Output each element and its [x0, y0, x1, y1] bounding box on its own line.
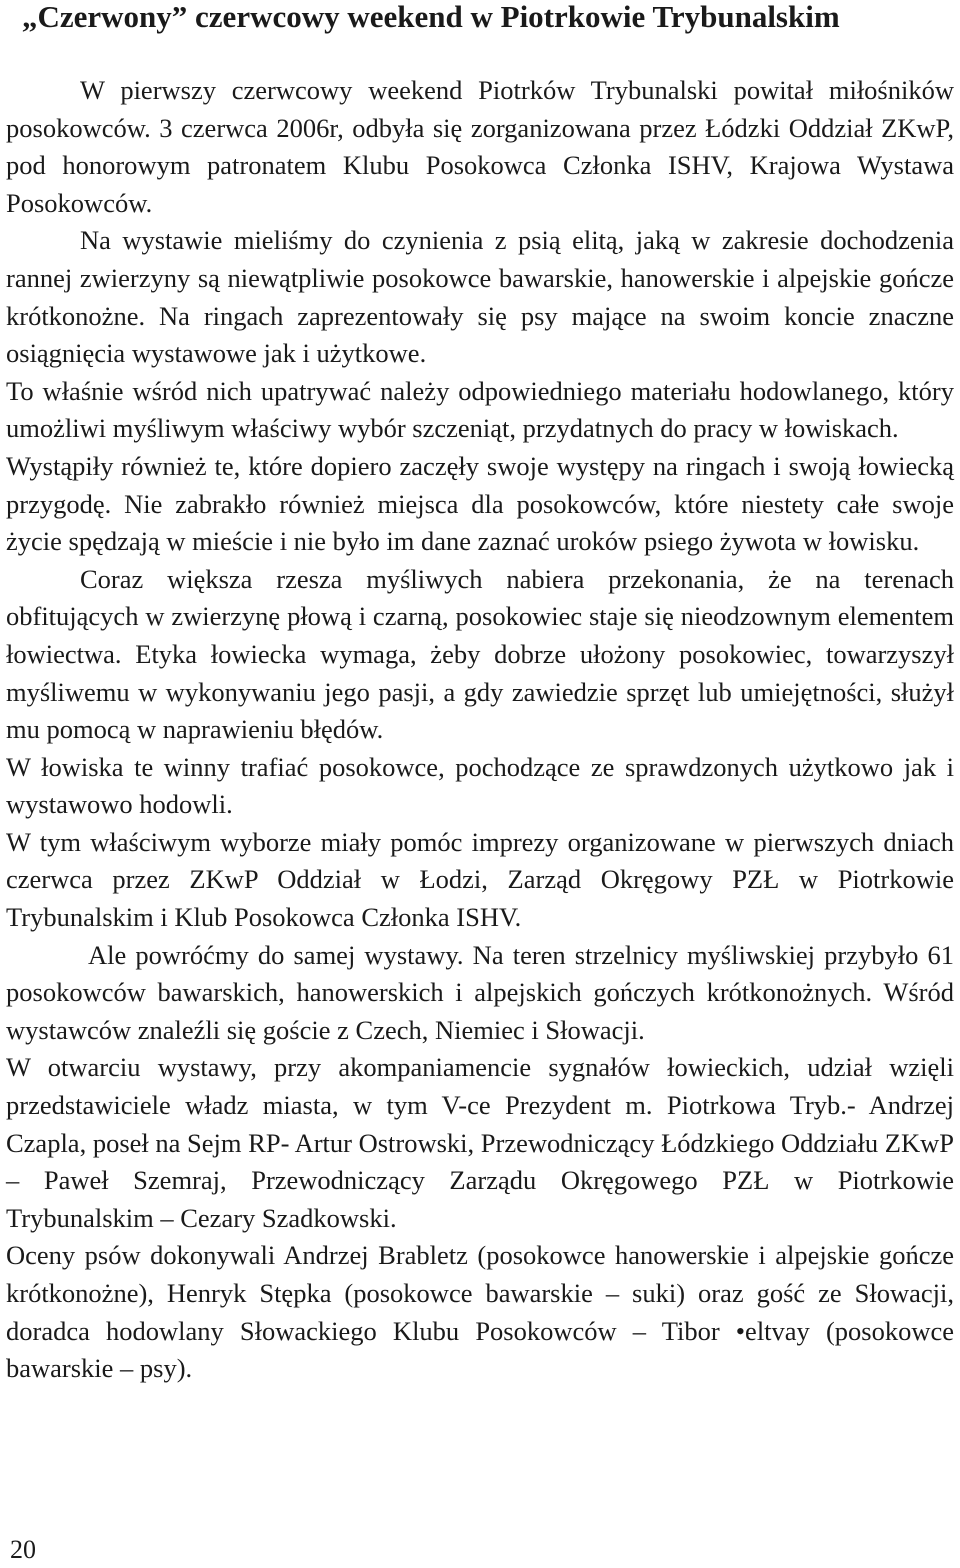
article-title: „Czerwony” czerwcowy weekend w Piotrkowie Trybunalskim — [22, 0, 840, 34]
paragraph-intro: W pierwszy czerwcowy weekend Piotrków Trybunalski powitał miłośników posokowców. 3 czerwca 2006r, odbyła się zorganizowana przez Łódzki Oddział ZKwP, pod honorowym patronatem Klubu Posokowca Członka ISHV, Krajowa Wystawa Posokowców. — [6, 75, 954, 218]
paragraph-exhibition: Ale powróćmy do samej wystawy. Na teren strzelnicy myśliwskiej przybyło 61 posokowców bawarskich, hanowerskich i alpejskich gończych krótkonożnych. Wśród wystawców znaleźli się goście z Czech, Niemiec i Słowacji. — [6, 939, 954, 1045]
article-body — [6, 72, 954, 1388]
page-number: 20 — [10, 1535, 36, 1564]
paragraph-events: W tym właściwym wyborze miały pomóc imprezy organizowane w pierwszych dniach czerwca przez ZKwP Oddział w Łodzi, Zarząd Okręgowy PZŁ w Piotrkowie Trybunalskim i Klub Posokowca Członka ISHV. — [6, 826, 954, 933]
paragraph-conviction: Coraz większa rzesza myśliwych nabiera przekonania, że na terenach obfitujących w zwierzynę płową i czarną, posokowiec staje się nieodzownym elementem łowiectwa. Etyka łowiecka wymaga, żeby dobrze ułożony posokowiec, towarzyszył myśliwemu w wykonywaniu jego pasji, a gdy zawiedzie sprzęt lub umiejętności, służył mu pomocą w naprawieniu błędów. — [6, 563, 954, 745]
paragraph-judges: Oceny psów dokonywali Andrzej Brabletz (posokowce hanowerskie i alpejskie gończe krótkonożne), Henryk Stępka (posokowce bawarskie – suki) oraz gość ze Słowacji, doradca hodowlany Słowackiego Klubu Posokowców – Tibor •eltvay (posokowce bawarskie – psy). — [6, 1240, 954, 1384]
paragraph-breeding-material: To właśnie wśród nich upatrywać należy odpowiedniego materiału hodowlanego, który umożliwi myśliwym właściwy wybór szczeniąt, przydatnych do pracy w łowiskach. — [6, 375, 954, 444]
paragraph-newcomers: Wystąpiły również te, które dopiero zaczęły swoje występy na ringach i swoją łowiecką przygodę. Nie zabrakło również miejsca dla posokowców, które niestety całe swoje życie spędzają w mieście i nie było im dane zaznać uroków psiego żywota w łowisku. — [6, 450, 954, 557]
paragraph-opening: W otwarciu wystawy, przy akompaniamencie sygnałów łowieckich, udział wzięli przedstawiciele władz miasta, w tym V-ce Prezydent m. Piotrkowa Tryb.- Andrzej Czapla, poseł na Sejm RP- Artur Ostrowski, Przewodniczący Łódzkiego Oddziału ZKwP – Paweł Szemraj, Przewodniczący Zarządu Okręgowego PZŁ w Piotrkowie Trybunalskim – Cezary Szadkowski. — [6, 1052, 954, 1233]
paragraph-hunting-grounds: W łowiska te winny trafiać posokowce, pochodzące ze sprawdzonych użytkowo jak i wystawowo hodowli. — [6, 751, 954, 820]
paragraph-elite: Na wystawie mieliśmy do czynienia z psią elitą, jaką w zakresie dochodzenia rannej zwierzyny są niewątpliwie posokowce bawarskie, hanowerskie i alpejskie gończe krótkonożne. Na ringach zaprezentowały się psy mające na swoim koncie znaczne osiągnięcia wystawowe jak i użytkowe. — [6, 225, 954, 369]
